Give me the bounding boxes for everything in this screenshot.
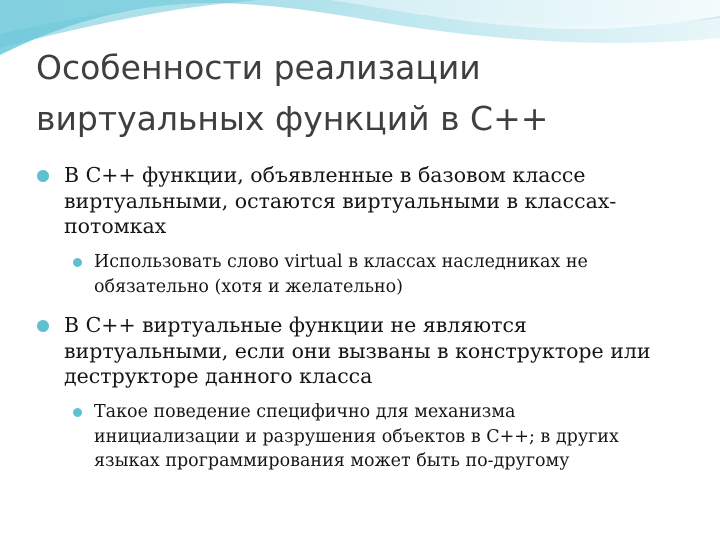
list-item (94, 250, 694, 299)
bullet-text-line: В С++ функции, объявленные в базовом классе (64, 163, 586, 187)
list-item (94, 400, 694, 474)
bullet-text-line: виртуальными, остаются виртуальными в классах- (64, 188, 617, 213)
bullet-text-line: Такое поведение специфично для механизма (94, 402, 516, 422)
bullet-text-line: деструкторе данного класса (64, 364, 373, 388)
bullet-icon (37, 170, 49, 182)
bullet-text-line: обязательно (хотя и желательно) (94, 276, 403, 297)
bullet-text-line: виртуальными, если они вызваны в конструкторе или (64, 338, 651, 363)
bullet-text-line: Использовать слово virtual в классах наследниках не (94, 252, 588, 272)
slide-title-line-1: Особенности реализации (36, 48, 481, 87)
bullet-icon (37, 320, 49, 332)
list-item (64, 163, 694, 240)
bullet-text-line: потомках (64, 214, 167, 238)
list-item (64, 313, 694, 390)
bullet-text-line: инициализации и разрушения объектов в С++; в других (94, 426, 619, 447)
bullet-icon (73, 408, 82, 417)
slide-title-line-2: виртуальных функций в С++ (36, 99, 549, 138)
bullet-text-line: языках программирования может быть по-другому (94, 451, 570, 471)
bullet-text-line: В С++ виртуальные функции не являются (64, 313, 527, 337)
bullet-icon (73, 258, 82, 267)
